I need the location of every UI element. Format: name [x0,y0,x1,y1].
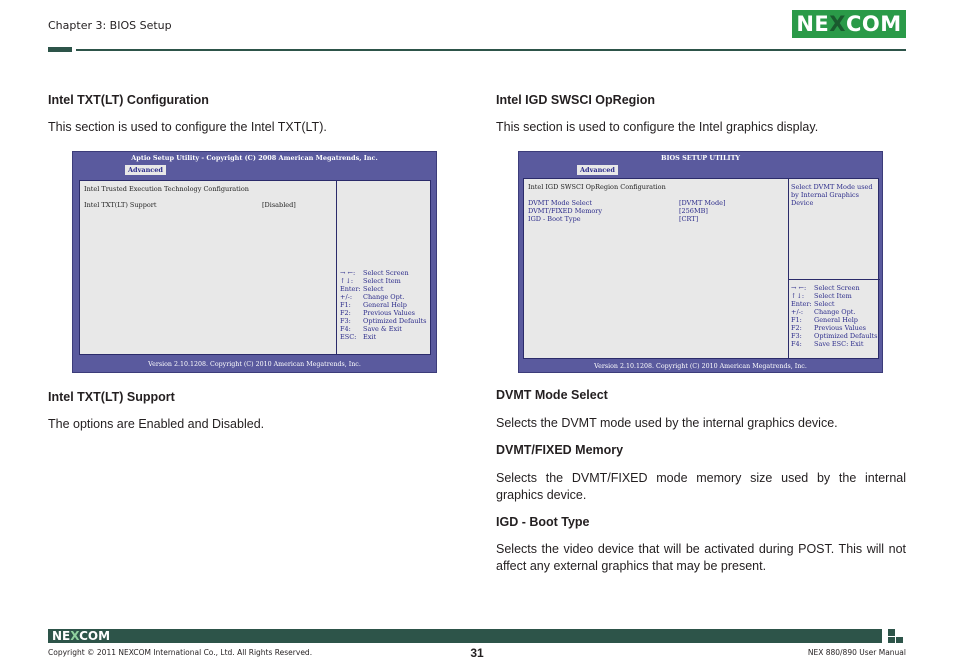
key-row: F1: General Help [791,316,858,324]
sub-desc-txt-support: The options are Enabled and Disabled. [48,417,265,431]
bios-panel [79,180,431,355]
key-row: ESC: Exit [340,333,377,341]
block-text-dvmt-memory: Selects the DVMT/FIXED mode memory size used by the internal graphics device. [496,471,906,502]
bios-item-value-dvmt-memory[interactable]: [256MB] [679,207,708,215]
header-rule [76,49,906,51]
key-row: → ←: Select Screen [791,284,860,292]
block-title-boot-type: IGD - Boot Type [496,515,590,529]
footer-square [888,629,895,636]
bios-help-line: Select DVMT Mode used [791,183,873,191]
bios-item-label-dvmt-mode[interactable]: DVMT Mode Select [528,199,592,207]
footer-logo: NEXCOM [52,629,111,643]
key-row: +/-: Change Opt. [340,293,405,301]
key-row: +/-: Change Opt. [791,308,856,316]
section-desc-igd: This section is used to configure the Intel graphics display. [496,120,819,134]
block-title-dvmt-memory: DVMT/FIXED Memory [496,443,624,457]
bios-panel [523,178,879,359]
bios-item-label-dvmt-memory[interactable]: DVMT/FIXED Memory [528,207,603,215]
bios-tab-advanced[interactable]: Advanced [577,165,618,175]
nexcom-logo [792,10,906,38]
bios-divider [788,179,789,358]
bios-help-line: by Internal Graphics [791,191,860,199]
bios-tab-advanced[interactable]: Advanced [125,165,166,175]
bios-item-value-boot-type[interactable]: [CRT] [679,215,699,223]
key-row: F3: Optimized Defaults [791,332,878,340]
section-title-igd: Intel IGD SWSCI OpRegion [496,93,656,107]
sub-title-txt-support: Intel TXT(LT) Support [48,390,175,404]
bios-item-label-boot-type[interactable]: IGD - Boot Type [528,215,581,223]
key-row: Enter: Select [340,285,384,293]
key-row: F4: Save & Exit [340,325,402,333]
key-row: Enter: Select [791,300,835,308]
header-accent [48,47,72,52]
bios-help-divider [788,279,880,280]
key-row: ↑↓: Select Item [791,292,852,300]
bios-title: Aptio Setup Utility - Copyright (C) 2008 American Megatrends, Inc. [131,154,378,162]
key-row: F4: Save ESC: Exit [791,340,864,348]
chapter-label: Chapter 3: BIOS Setup [48,19,172,32]
bios-divider [336,181,337,354]
footer-manual-name: NEX 880/890 User Manual [807,648,906,657]
block-text-dvmt-mode: Selects the DVMT mode used by the internal graphics device. [496,416,838,430]
footer-copyright: Copyright © 2011 NEXCOM International Co., Ltd. All Rights Reserved. [48,648,313,657]
logo-text-a: NE [796,12,830,36]
key-row: F1: General Help [340,301,407,309]
bios-screen-igd [518,151,883,373]
bios-version: Version 2.10.1208. Copyright (C) 2010 American Megatrends, Inc. [594,363,807,370]
bios-title: BIOS SETUP UTILITY [660,154,741,162]
logo-text-x: X [829,12,846,36]
bios-heading: Intel Trusted Execution Technology Configuration [84,185,249,193]
key-row: F3: Optimized Defaults [340,317,427,325]
footer-bar [48,629,882,643]
bios-version: Version 2.10.1208. Copyright (C) 2010 American Megatrends, Inc. [148,361,361,368]
footer-square [888,637,895,643]
bios-item-value[interactable]: [Disabled] [262,201,296,209]
section-desc-txt: This section is used to configure the Intel TXT(LT). [48,120,327,134]
key-row: F2: Previous Values [791,324,866,332]
bios-heading: Intel IGD SWSCI OpRegion Configuration [528,183,666,191]
key-row: → ←: Select Screen [340,269,409,277]
block-text-boot-type: Selects the video device that will be activated during POST. This will not affect any external graphics that may be present. [496,542,906,573]
key-row: ↑↓: Select Item [340,277,401,285]
logo-text-b: COM [845,12,902,36]
bios-help-line: Device [791,199,814,207]
bios-item-value-dvmt-mode[interactable]: [DVMT Mode] [679,199,726,207]
page-number: 31 [470,646,484,660]
key-row: F2: Previous Values [340,309,415,317]
section-title-txt: Intel TXT(LT) Configuration [48,93,209,107]
footer-square [896,637,903,643]
block-title-dvmt-mode: DVMT Mode Select [496,388,608,402]
bios-key-list [340,269,426,341]
bios-screen-txt [72,151,437,373]
bios-item-label[interactable]: Intel TXT(LT) Support [84,201,157,209]
bios-key-list [791,284,877,348]
